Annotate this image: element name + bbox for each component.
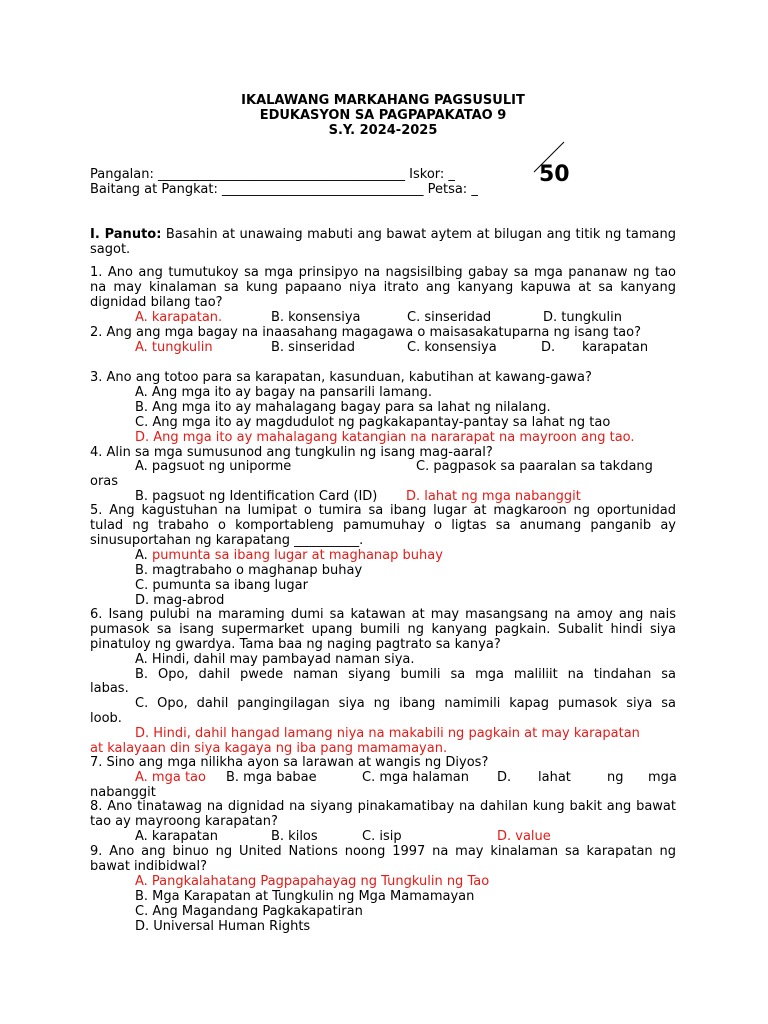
- q3-choice-b[interactable]: B. Ang mga ito ay mahalagang bagay para sa lahat ng nilalang.: [135, 400, 551, 415]
- q4-choices-row2: [90, 489, 676, 504]
- q5-choice-a[interactable]: [135, 548, 443, 563]
- q2-choice-b[interactable]: B. sinseridad: [271, 340, 356, 355]
- q6-choice-d-cont: at kalayaan din siya kagaya ng iba pang mamamayan.: [90, 741, 448, 756]
- q1-choice-d[interactable]: D. tungkulin: [543, 310, 622, 325]
- q5-choice-b[interactable]: B. magtrabaho o maghanap buhay: [135, 563, 363, 578]
- q1-choices: [90, 310, 676, 325]
- subject-title: EDUKASYON SA PAGPAPAKATAO 9: [259, 108, 507, 123]
- q1-choice-b[interactable]: B. konsensiya: [271, 310, 361, 325]
- q5-choice-a-letter: A.: [135, 548, 148, 563]
- exam-page: [90, 0, 676, 1024]
- q1-choice-c[interactable]: C. sinseridad: [407, 310, 492, 325]
- q8-choice-a[interactable]: A. karapatan: [135, 829, 219, 844]
- q9-choice-a[interactable]: A. Pangkalahatang Pagpapahayag ng Tungkulin ng Tao: [135, 874, 490, 889]
- q6-choice-b[interactable]: B. Opo, dahil pwede naman siyang bumili sa mga maliliit na tindahan sa: [135, 667, 676, 682]
- q5-choice-c[interactable]: C. pumunta sa ibang lugar: [135, 578, 308, 593]
- q6-choice-d[interactable]: D. Hindi, dahil hangad lamang niya na makabili ng pagkain at may karapatan: [135, 726, 640, 741]
- q7-choice-d-cont: nabanggit: [90, 785, 156, 800]
- q6-choice-c[interactable]: C. Opo, dahil pangingilagan siya ng ibang namimili kapag pumasok siya sa: [135, 696, 676, 711]
- q8-choice-b[interactable]: B. kilos: [271, 829, 318, 844]
- q8-choices: [90, 829, 676, 844]
- q7-choice-d-word3: mga: [648, 770, 677, 785]
- q6-choice-c-cont: loob.: [90, 711, 122, 726]
- q2-choice-a[interactable]: A. tungkulin: [135, 340, 213, 355]
- question-3: 3. Ano ang totoo para sa karapatan, kasunduan, kabutihan at kawang-gawa?: [90, 370, 592, 385]
- q3-choice-d[interactable]: D. Ang mga ito ay mahalagang katangian na nararapat na mayroon ang tao.: [135, 430, 635, 445]
- instructions-text: Basahin at unawaing mabuti ang bawat aytem at bilugan ang titik ng tamang sagot.: [90, 227, 676, 257]
- q3-choice-c[interactable]: C. Ang mga ito ay magdudulot ng pagkakapantay-pantay sa lahat ng tao: [135, 415, 611, 430]
- q4-choice-b[interactable]: B. pagsuot ng Identification Card (ID): [135, 489, 378, 504]
- q8-choice-c[interactable]: C. isip: [362, 829, 402, 844]
- exam-title: IKALAWANG MARKAHANG PAGSUSULIT: [241, 93, 525, 108]
- section-field[interactable]: Baitang at Pangkat: _______________________________ Petsa: _: [90, 182, 478, 197]
- question-9: 9. Ano ang binuo ng United Nations noong 1997 na may kinalaman sa karapatan ng bawat indibidwal?: [90, 844, 676, 874]
- q7-choice-d-word1: lahat: [538, 770, 571, 785]
- q7-choice-a[interactable]: A. mga tao: [135, 770, 206, 785]
- q1-choice-a[interactable]: A. karapatan.: [135, 310, 223, 325]
- question-7: 7. Sino ang mga nilikha ayon sa larawan at wangis ng Diyos?: [90, 755, 489, 770]
- instructions: [90, 227, 676, 257]
- total-score: 50: [539, 162, 570, 187]
- question-1: 1. Ano ang tumutukoy sa mga prinsipyo na nagsisilbing gabay sa mga pananaw ng tao na may kinalaman sa kung papaano niya itrato ang kanyang kapuwa at sa kanyang dignidad bilang tao?: [90, 265, 676, 310]
- q4-choice-d[interactable]: D. lahat ng mga nabanggit: [406, 489, 581, 504]
- question-5: 5. Ang kagustuhan na lumipat o tumira sa ibang lugar at magkaroon ng oportunidad tulad ng trabaho o komportableng pamumuhay o ligtas sa anumang panganib ay sinusuportahan ng karapatang __________.: [90, 503, 676, 548]
- q7-choices: [90, 770, 676, 785]
- q5-choice-d[interactable]: D. mag-abrod: [135, 593, 225, 608]
- q9-choice-c[interactable]: C. Ang Magandang Pagkakapatiran: [135, 904, 363, 919]
- q9-choice-d[interactable]: D. Universal Human Rights: [135, 919, 311, 934]
- q7-choice-d-word2: ng: [607, 770, 624, 785]
- q3-choice-a[interactable]: A. Ang mga ito ay bagay na pansarili lamang.: [135, 385, 432, 400]
- q5-choice-a-text: pumunta sa ibang lugar at maghanap buhay: [151, 548, 443, 563]
- q7-choice-b[interactable]: B. mga babae: [226, 770, 317, 785]
- q2-choice-d-text[interactable]: karapatan: [582, 340, 649, 355]
- q9-choice-b[interactable]: B. Mga Karapatan at Tungkulin ng Mga Mamamayan: [135, 889, 475, 904]
- name-field[interactable]: Pangalan: ______________________________________ Iskor: _: [90, 167, 455, 182]
- school-year: S.Y. 2024-2025: [328, 123, 438, 138]
- instructions-label: I. Panuto:: [90, 227, 162, 242]
- question-2: 2. Ang ang mga bagay na inaasahang magagawa o maisasakatuparna ng isang tao?: [90, 325, 642, 340]
- q6-choice-b-cont: labas.: [90, 681, 129, 696]
- q2-choices: [90, 340, 676, 355]
- q2-choice-d-letter[interactable]: D.: [541, 340, 556, 355]
- question-8: 8. Ano tinatawag na dignidad na siyang pinakamatibay na dahilan kung bakit ang bawat tao ay mayroong karapatan?: [90, 799, 676, 829]
- question-6: 6. Isang pulubi na maraming dumi sa katawan at may masangsang na amoy ang nais pumasok sa isang supermarket upang bumili ng kanyang pagkain. Subalit hindi siya pinatuloy ng gwardya. Tama baa ng naging pagtrato sa kanya?: [90, 607, 676, 652]
- q2-choice-c[interactable]: C. konsensiya: [407, 340, 497, 355]
- q7-choice-c[interactable]: C. mga halaman: [362, 770, 470, 785]
- question-4: 4. Alin sa mga sumusunod ang tungkulin ng isang mag-aaral?: [90, 445, 493, 460]
- q8-choice-d[interactable]: D. value: [497, 829, 551, 844]
- q4-choice-c[interactable]: C. pagpasok sa paaralan sa takdang: [416, 459, 653, 474]
- q4-choice-c-cont: oras: [90, 474, 119, 489]
- q7-choice-d-letter[interactable]: D.: [497, 770, 512, 785]
- q6-choice-a[interactable]: A. Hindi, dahil may pambayad naman siya.: [135, 652, 415, 667]
- q4-choices-row1: [90, 459, 676, 474]
- q4-choice-a[interactable]: A. pagsuot ng uniporme: [135, 459, 292, 474]
